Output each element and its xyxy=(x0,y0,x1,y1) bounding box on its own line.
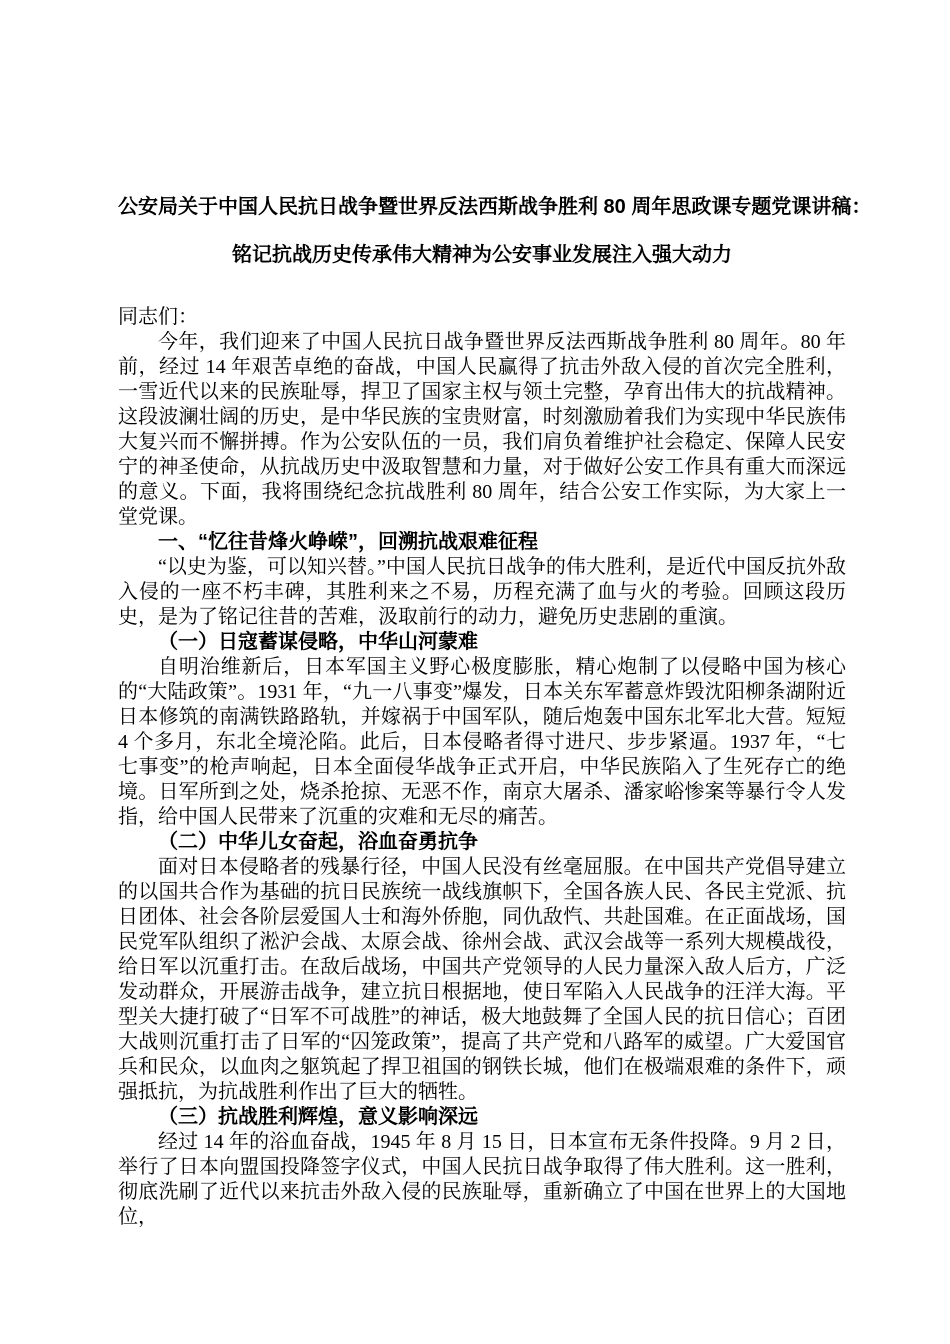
paragraph: 今年，我们迎来了中国人民抗日战争暨世界反法西斯战争胜利 80 周年。80 年前，经过 14 年艰苦卓绝的奋战，中国人民赢得了抗击外敌入侵的首次完全胜利，一雪近代以来的民族耻辱，捍卫了国家主权与领土完整，孕育出伟大的抗战精神。这段波澜壮阔的历史，是中华民族的宝贵财富，时刻激励着我们为实现中华民族伟大复兴而不懈拼搏。作为公安队伍的一员，我们肩负着维护社会稳定、保障人民安宁的神圣使命，从抗战历史中汲取智慧和力量，对于做好公安工作具有重大而深远的意义。下面，我将围绕纪念抗战胜利 80 周年，结合公安工作实际，为大家上一堂党课。 xyxy=(118,331,846,528)
section-heading: （三）抗战胜利辉煌，意义影响深远 xyxy=(158,1106,478,1128)
paragraph: 经过 14 年的浴血奋战，1945 年 8 月 15 日，日本宣布无条件投降。9 月 2 日，举行了日本向盟国投降签字仪式，中国人民抗日战争取得了伟大胜利。这一胜利，彻底洗刷了近代以来抗击外敌入侵的民族耻辱，重新确立了中国在世界上的大国地位， xyxy=(118,1131,846,1228)
section-heading: （二）中华儿女奋起，浴血奋勇抗争 xyxy=(158,831,478,853)
document-title: 公安局关于中国人民抗日战争暨世界反法西斯战争胜利 80 周年思政课专题党课讲稿： xyxy=(118,196,872,218)
paragraph: 同志们： xyxy=(118,306,198,328)
section-heading: （一）日寇蓄谋侵略，中华山河蒙难 xyxy=(158,631,478,653)
paragraph: “以史为鉴，可以知兴替。”中国人民抗日战争的伟大胜利，是近代中国反抗外敌入侵的一座不朽丰碑，其胜利来之不易，历程充满了血与火的考验。回顾这段历史，是为了铭记往昔的苦难，汲取前行的动力，避免历史悲剧的重演。 xyxy=(118,556,846,628)
paragraph: 自明治维新后，日本军国主义野心极度膨胀，精心炮制了以侵略中国为核心的“大陆政策”。1931 年，“九一八事变”爆发，日本关东军蓄意炸毁沈阳柳条湖附近日本修筑的南满铁路路轨，并嫁祸于中国军队，随后炮轰中国东北军北大营。短短 4 个多月，东北全境沦陷。此后，日本侵略者得寸进尺、步步紧逼。1937 年，“七七事变”的枪声响起，日本全面侵华战争正式开启，中华民族陷入了生死存亡的绝境。日军所到之处，烧杀抢掠、无恶不作，南京大屠杀、潘家峪惨案等暴行令人发指，给中国人民带来了沉重的灾难和无尽的痛苦。 xyxy=(118,656,846,828)
document-body xyxy=(118,305,846,1230)
section-heading: 一、“忆往昔烽火峥嵘”，回溯抗战艰难征程 xyxy=(158,531,538,553)
paragraph: 面对日本侵略者的残暴行径，中国人民没有丝毫屈服。在中国共产党倡导建立的以国共合作为基础的抗日民族统一战线旗帜下，全国各族人民、各民主党派、抗日团体、社会各阶层爱国人士和海外侨胞，同仇敌忾、共赴国难。在正面战场，国民党军队组织了淞沪会战、太原会战、徐州会战、武汉会战等一系列大规模战役，给日军以沉重打击。在敌后战场，中国共产党领导的人民力量深入敌人后方，广泛发动群众，开展游击战争，建立抗日根据地，使日军陷入人民战争的汪洋大海。平型关大捷打破了“日军不可战胜”的神话，极大地鼓舞了全国人民的抗日信心；百团大战则沉重打击了日军的“囚笼政策”，提高了共产党和八路军的威望。广大爱国官兵和民众，以血肉之躯筑起了捍卫祖国的钢铁长城，他们在极端艰难的条件下，顽强抵抗，为抗战胜利作出了巨大的牺牲。 xyxy=(118,856,846,1103)
document-subtitle: 铭记抗战历史传承伟大精神为公安事业发展注入强大动力 xyxy=(232,244,732,266)
